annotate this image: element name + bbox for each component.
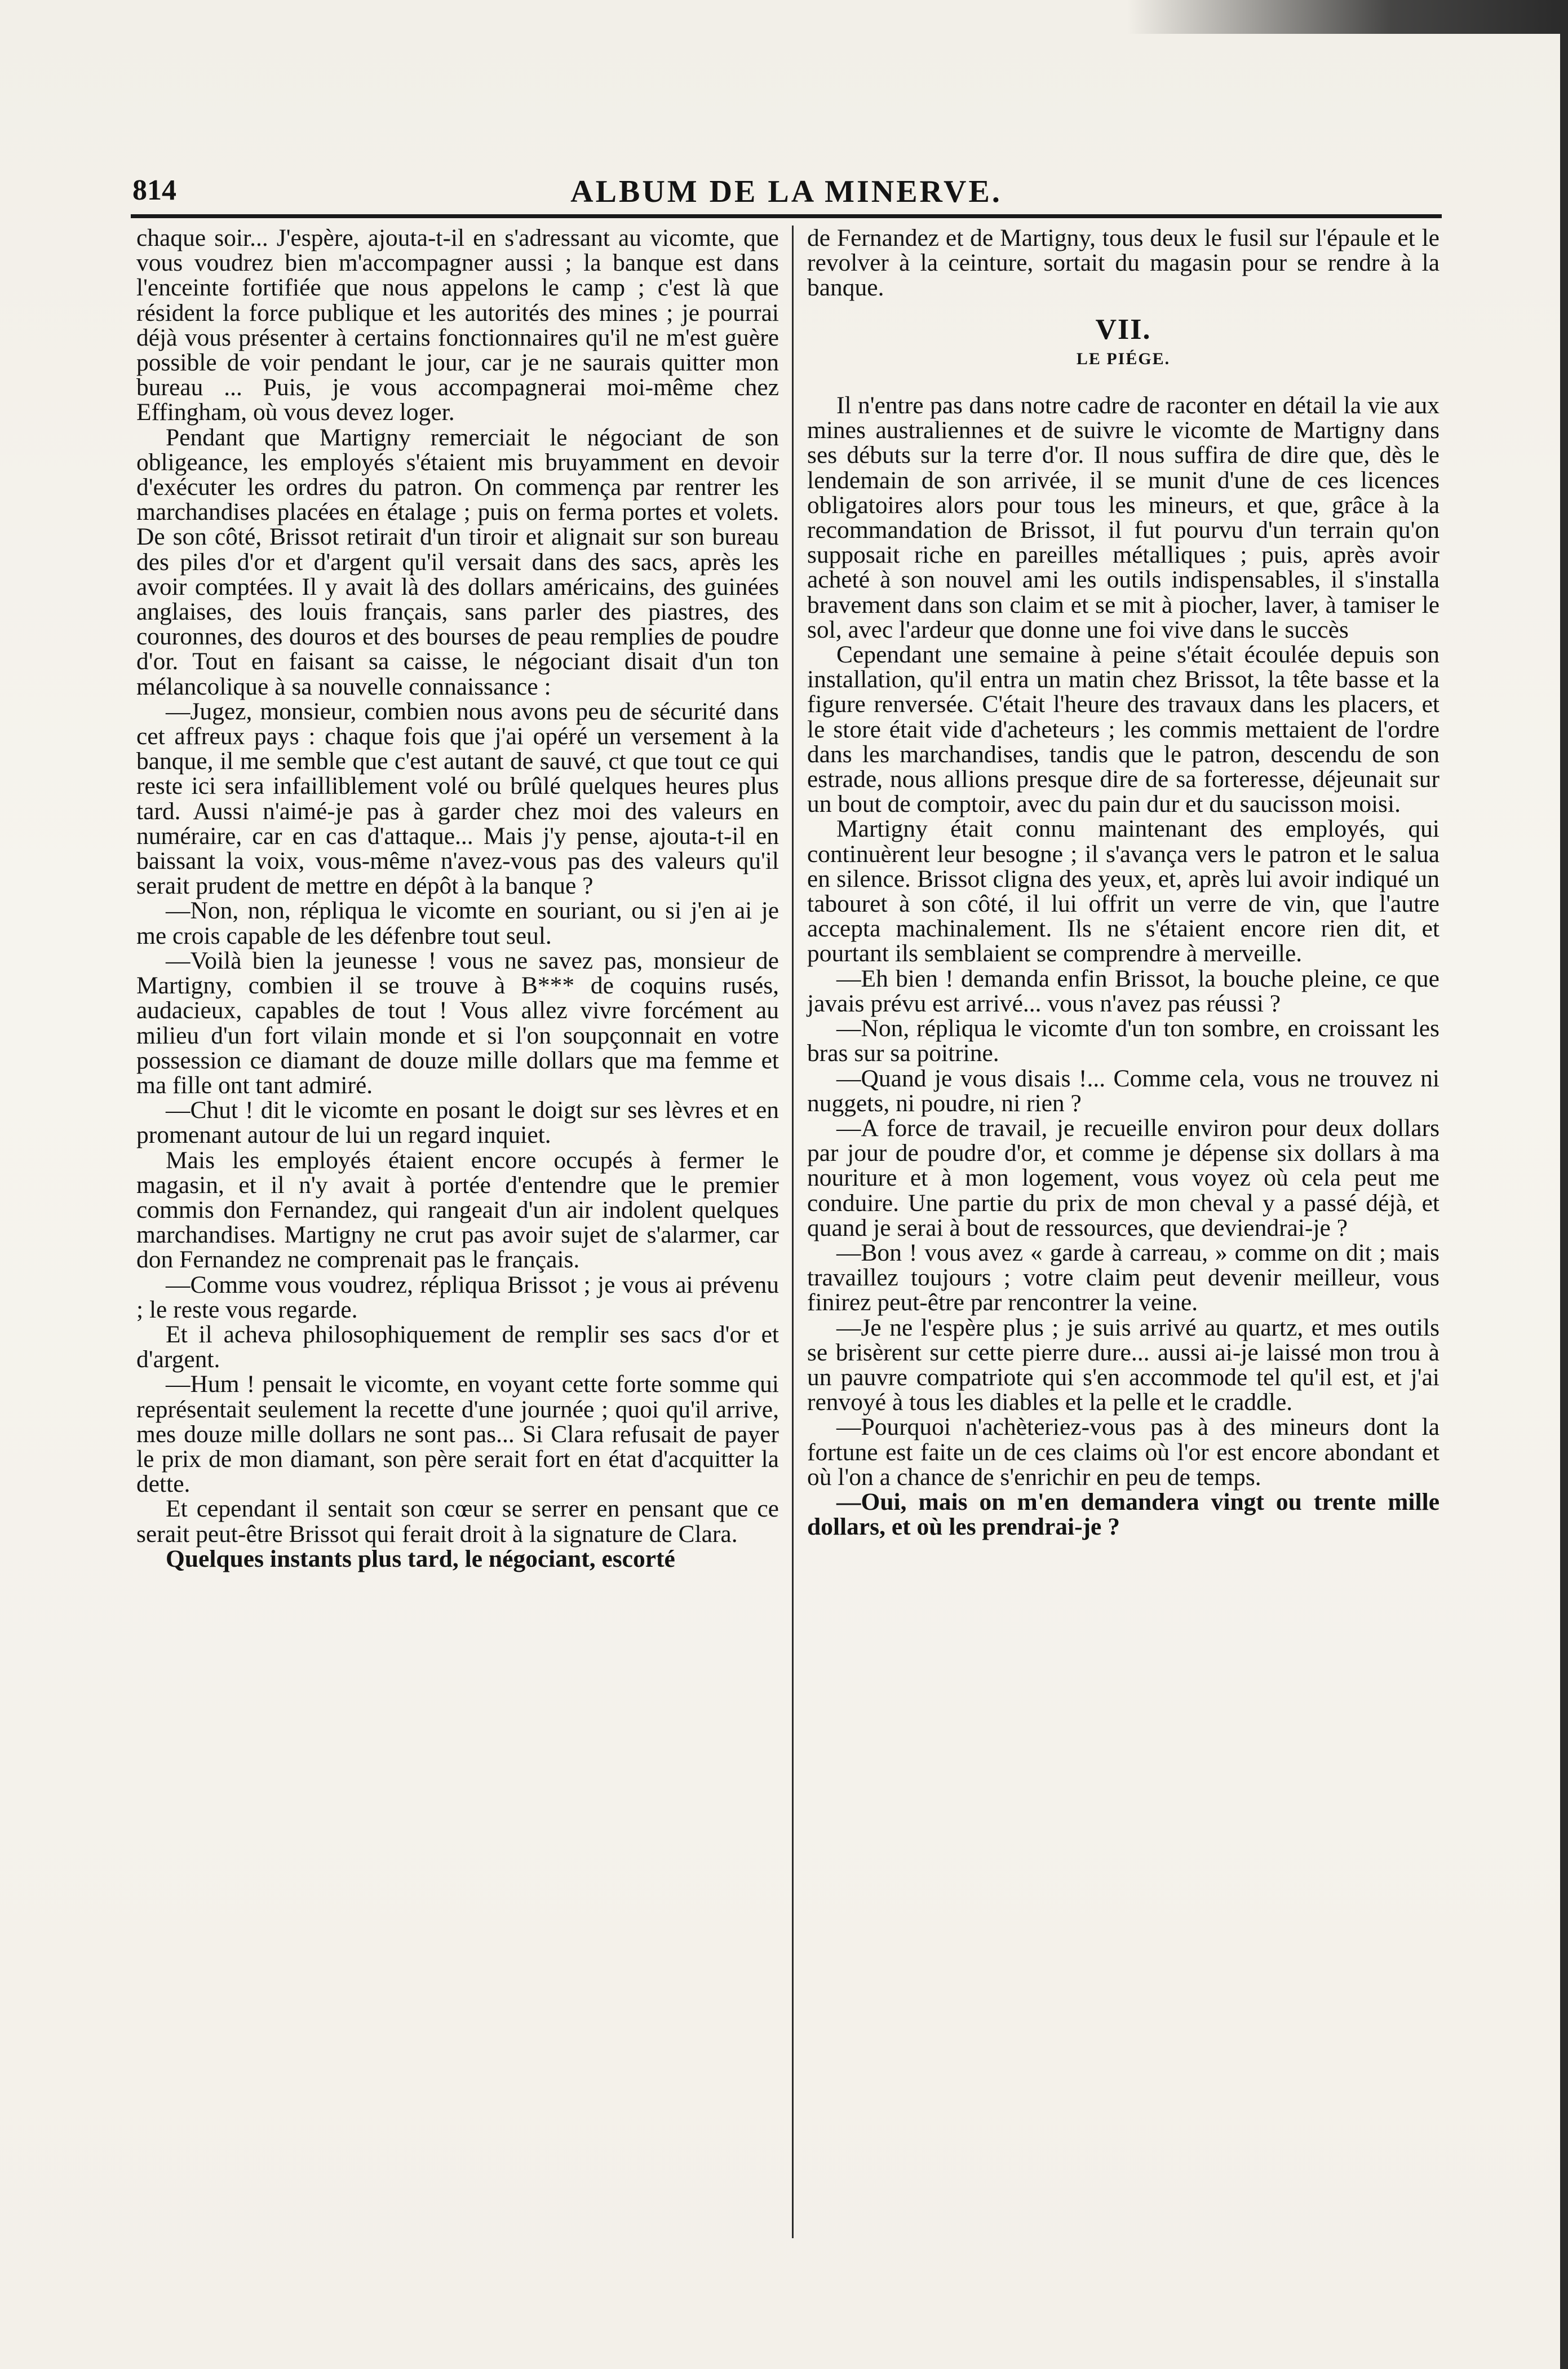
chapter-title: LE PIÉGE. [1076, 349, 1171, 368]
paragraph: Martigny était connu maintenant des employés, qui continuèrent leur besogne ; il s'avança vers le patron et le salua en silence. Brissot cligna des yeux, et, après lui avoir indiqué un tabouret à son côté, il lui offrit un verre de vin, que l'autre accepta machinalement. Ils ne s'étaient encore rien dit, et pourtant ils semblaient se comprendre à merveille. [807, 815, 1439, 967]
running-title: ALBUM DE LA MINERVE. [570, 174, 1002, 209]
scan-edge-right [1560, 0, 1568, 2369]
left-column [136, 226, 779, 1571]
paragraph: Et cependant il sentait son cœur se serrer en pensant que ce serait peut-être Brissot qui ferait droit à la signature de Clara. [136, 1495, 779, 1548]
paragraph: —Non, répliqua le vicomte d'un ton sombre, en croissant les bras sur sa poitrine. [807, 1015, 1439, 1067]
right-column [807, 226, 1439, 1539]
paragraph: Mais les employés étaient encore occupés à fermer le magasin, et il n'y avait à portée d'entendre que le premier commis don Fernandez, qui rangeait d'un air indolent quelques marchandises. Martigny ne crut pas avoir sujet de s'alarmer, car don Fernandez ne comprenait pas le français. [136, 1146, 779, 1274]
paragraph: —Pourquoi n'achèteriez-vous pas à des mineurs dont la fortune est faite un de ces claims où l'or est encore abondant et où l'on a chance de s'enrichir en peu de temps. [807, 1413, 1439, 1491]
column-divider [792, 226, 794, 2238]
paragraph: —Je ne l'espère plus ; je suis arrivé au quartz, et mes outils se brisèrent sur cette pierre dure... aussi ai-je laissé mon trou à un pauvre compatriote qui s'en accommode tel qu'il est, et j'ai renvoyé à tous les diables et la pelle et le craddle. [807, 1314, 1439, 1416]
paragraph: Cependant une semaine à peine s'était écoulée depuis son installation, qu'il entra un matin chez Brissot, la tête basse et la figure renversée. C'était l'heure des travaux dans les placers, et le store était vide d'acheteurs ; les commis mettaient de l'ordre dans les marchandises, tandis que le patron, descendu de son estrade, nous allions presque dire de sa forteresse, déjeunait sur un bout de comptoir, avec du pain dur et du saucisson moisi. [807, 641, 1439, 818]
paragraph: Quelques instants plus tard, le négociant, escorté [166, 1545, 675, 1572]
chapter-number: VII. [1095, 313, 1151, 346]
paragraph: Et il acheva philosophiquement de remplir ses sacs d'or et d'argent. [136, 1320, 779, 1373]
right-column-continuation [807, 226, 1439, 300]
paragraph: chaque soir... J'espère, ajouta-t-il en s'adressant au vicomte, que vous voudrez bien m'accompagner aussi ; la banque est dans l'enceinte fortifiée que nous appelons le camp ; c'est là que résident la force publique et les autorités des mines ; je pourrai déjà vous présenter à certains fonctionnaires qu'il ne m'est guère possible de voir pendant le jour, car je ne saurais quitter mon bureau ... Puis, je vous accompagnerai moi-même chez Effingham, où vous devez loger. [136, 224, 779, 426]
paragraph: —Quand je vous disais !... Comme cela, vous ne trouvez ni nuggets, ni poudre, ni rien ? [807, 1064, 1439, 1117]
paragraph: —Bon ! vous avez « garde à carreau, » comme on dit ; mais travaillez toujours ; votre claim peut devenir meilleur, vous finirez peut-être par rencontrer la veine. [807, 1239, 1439, 1316]
page-number: 814 [132, 174, 176, 206]
page-header [132, 174, 1440, 213]
paragraph: —A force de travail, je recueille environ pour deux dollars par jour de poudre d'or, et comme je dépense six dollars à ma nouriture et à mon logement, vous voyez où cela peut me conduire. Une partie du prix de mon cheval y a passé déjà, et quand je serai à bout de ressources, que deviendrai-je ? [807, 1114, 1439, 1241]
paragraph: —Chut ! dit le vicomte en posant le doigt sur ses lèvres et en promenant autour de lui un regard inquiet. [136, 1097, 779, 1149]
chapter-body [807, 393, 1439, 1539]
paragraph: —Oui, mais on m'en demandera vingt ou trente mille dollars, et où les prendrai-je ? [807, 1488, 1439, 1541]
paragraph: —Voilà bien la jeunesse ! vous ne savez pas, monsieur de Martigny, combien il se trouve à B*** de coquins rusés, audacieux, capables de tout ! Vous allez vivre forcément au milieu d'un fort vilain monde et si l'on soupçonnait en votre possession ce diamant de douze mille dollars que ma femme et ma fille ont tant admiré. [136, 947, 779, 1099]
paragraph: —Eh bien ! demanda enfin Brissot, la bouche pleine, ce que javais prévu est arrivé... vous n'avez pas réussi ? [807, 965, 1439, 1017]
header-rule [131, 214, 1442, 218]
paragraph: —Comme vous voudrez, répliqua Brissot ; je vous ai prévenu ; le reste vous regarde. [136, 1271, 779, 1323]
paragraph: —Hum ! pensait le vicomte, en voyant cette forte somme qui représentait seulement la recette d'une journée ; quoi qu'il arrive, mes douze mille dollars ne sont pas... Si Clara refusait de payer le prix de mon diamant, son père serait fort en état d'acquitter la dette. [136, 1371, 779, 1498]
scan-edge-shadow [1127, 0, 1568, 34]
paragraph: Il n'entre pas dans notre cadre de raconter en détail la vie aux mines australiennes et de suivre le vicomte de Martigny dans ses débuts sur la terre d'or. Il nous suffira de dire que, dès le lendemain de son arrivée, il se munit d'une de ces licences obligatoires alors pour tous les mineurs, et que, grâce à la recommandation de Brissot, il fut pourvu d'un terrain qu'on supposait riche en pareilles métalliques ; puis, après avoir acheté à son nouvel ami les outils indispensables, il s'installa bravement dans son claim et se mit à piocher, laver, à tamiser le sol, avec l'ardeur que donne une foi vive dans le succès [807, 392, 1439, 643]
paragraph: —Jugez, monsieur, combien nous avons peu de sécurité dans cet affreux pays : chaque fois que j'ai opéré un versement à la banque, il me semble que c'est autant de sauvé, ct que tout ce qui reste ici sera infailliblement volé ou brûlé quelques heures plus tard. Aussi n'aimé-je pas à garder chez moi des valeurs en numéraire, car en cas d'attaque... Mais j'y pense, ajouta-t-il en baissant la voix, vous-même n'avez-vous pas des valeurs qu'il serait prudent de mettre en dépôt à la banque ? [136, 697, 779, 900]
paragraph: de Fernandez et de Martigny, tous deux le fusil sur l'épaule et le revolver à la ceinture, sortait du magasin pour se rendre à la banque. [807, 224, 1439, 302]
paragraph: Pendant que Martigny remerciait le négociant de son obligeance, les employés s'étaient mis bruyamment en devoir d'exécuter les ordres du patron. On commença par rentrer les marchandises placées en étalage ; puis on ferma portes et volets. De son côté, Brissot retirait d'un tiroir et alignait sur son bureau des piles d'or et d'argent qu'il versait dans des sacs, après les avoir comptées. Il y avait là des dollars américains, des guinées anglaises, des louis français, sans parler des piastres, des couronnes, des douros et des bourses de peau remplies de poudre d'or. Tout en faisant sa caisse, le négociant disait d'un ton mélancolique à sa nouvelle connaissance : [136, 423, 779, 700]
paragraph: —Non, non, répliqua le vicomte en souriant, ou si j'en ai je me crois capable de les défenbre tout seul. [136, 897, 779, 949]
